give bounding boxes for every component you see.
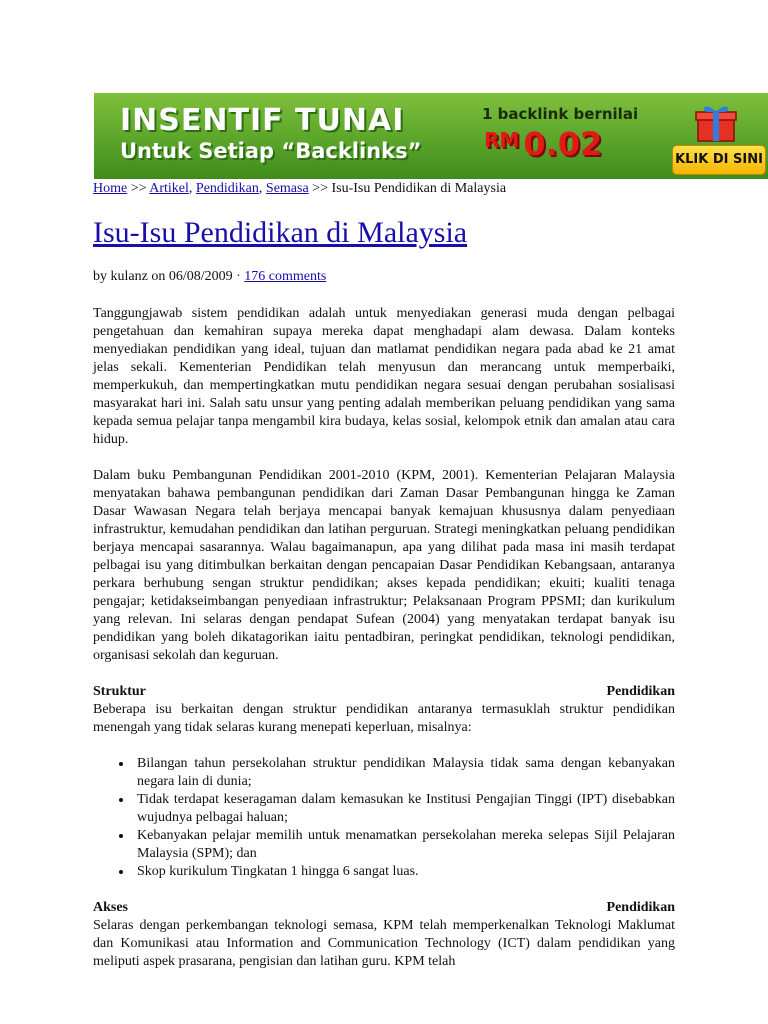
section-heading-struktur: [93, 683, 675, 701]
breadcrumb: [93, 181, 506, 197]
post-title-link[interactable]: Isu-Isu Pendidikan di Malaysia: [93, 216, 468, 249]
section-heading-left: Akses: [93, 900, 129, 915]
banner-headline: INSENTIF TUNAI: [120, 103, 405, 138]
paragraph: Dalam buku Pembangunan Pendidikan 2001-2010 (KPM, 2001). Kementerian Pelajaran Malaysia menyatakan bahawa pembangunan pendidikan dari Zaman Dasar Pembangunan hingga ke Zaman Dasar Wawasan Negara telah berjaya mencapai banyak kemajuan khususnya dalam penyediaan infrastruktur, kemudahan pendidikan dan latihan perguruan. Strategi meningkatkan peluang pendidikan berjaya mencapai sasarannya. Walau bagaimanapun, apa yang dilihat pada masa ini masih terdapat pelbagai isu yang ditimbulkan berkaitan dengan pencapaian Dasar Pendidikan Kebangsaan, antaranya perkara berhubung sengan struktur pendidikan; akses kepada pendidikan; ekuiti; kualiti tenaga pengajar; ketidakseimbangan penyediaan infrastruktur; Pelaksanaan Program PPSMI; dan kurikulum yang relevan. Ini selaras dengan pendapat Sufean (2004) yang menyatakan terdapat banyak isu pendidikan yang boleh dikatagorikan iaitu pentadbiran, peringkat pendidikan, teknologi pendidikan, organisasi sekolah dan keguruan.: [93, 468, 675, 663]
breadcrumb-separator: >>: [130, 181, 147, 196]
post-byline: [93, 269, 326, 285]
comments-link[interactable]: 176 comments: [244, 269, 327, 284]
issue-list: [93, 755, 675, 881]
gift-icon: [694, 103, 738, 143]
section-heading-left: Struktur: [93, 684, 146, 699]
breadcrumb-current: Isu-Isu Pendidikan di Malaysia: [331, 181, 507, 196]
list-item: • Kebanyakan pelajar memilih untuk menamatkan persekolahan mereka selepas Sijil Pelajaran Malaysia (SPM); dan: [133, 827, 675, 863]
paragraph: Selaras dengan perkembangan teknologi semasa, KPM telah memperkenalkan Teknologi Maklumat dan Komunikasi atau Information and Communication Technology (ICT) dalam pendidikan yang meliputi aspek prasarana, pengisian dan latihan guru. KPM telah: [93, 918, 675, 969]
section-heading-akses: [93, 899, 675, 917]
section-heading-right: Pendidikan: [606, 900, 675, 915]
list-item: • Bilangan tahun persekolahan struktur pendidikan Malaysia tidak sama dengan kebanyakan negara lain di dunia;: [133, 755, 675, 791]
list-item: • Skop kurikulum Tingkatan 1 hingga 6 sangat luas.: [133, 863, 675, 881]
list-item: • Tidak terdapat keseragaman dalam kemasukan ke Institusi Pengajian Tinggi (IPT) disebabkan wujudnya pelbagai haluan;: [133, 791, 675, 827]
banner-price: [484, 125, 602, 163]
paragraph: Tanggungjawab sistem pendidikan adalah untuk menyediakan generasi muda dengan pelbagai pengetahuan dan kemahiran supaya mereka dapat menghadapi alam dewasa. Dalam konteks menyediakan pendidikan yang ideal, tujuan dan matlamat pendidikan negara pada abad ke 21 amat jelas sekali. Kementerian Pendidikan telah menyusun dan merancang untuk memperbaiki, memperkukuh, dan mempertingkatkan mutu pendidikan negara sesuai dengan perubahan sosialisasi masyarakat hari ini. Salah satu unsur yang penting adalah memberikan peluang pendidikan yang sama kepada semua pelajar tanpa mengambil kira budaya, kelas sosial, kelompok etnik dan amalan atau cara hidup.: [93, 306, 675, 447]
post-title: [93, 216, 467, 250]
breadcrumb-category-artikel[interactable]: Artikel: [149, 181, 189, 196]
breadcrumb-separator: >>: [312, 181, 328, 196]
byline-author-date: by kulanz on 06/08/2009 ·: [93, 269, 241, 284]
breadcrumb-category-semasa[interactable]: Semasa: [265, 181, 309, 196]
section-heading-right: Pendidikan: [606, 684, 675, 699]
breadcrumb-home-link[interactable]: Home: [93, 181, 128, 196]
breadcrumb-comma: ,: [258, 181, 263, 196]
advertisement-banner[interactable]: [94, 93, 768, 179]
click-here-button[interactable]: KLIK DI SINI: [672, 145, 766, 175]
banner-currency: RM: [484, 128, 520, 152]
banner-amount: 0.02: [523, 125, 603, 163]
paragraph: Beberapa isu berkaitan dengan struktur pendidikan antaranya termasuklah struktur pendidikan menengah yang tidak selaras kurang menepati keperluan, misalnya:: [93, 702, 675, 735]
breadcrumb-category-pendidikan[interactable]: Pendidikan: [195, 181, 259, 196]
article-body: [93, 305, 675, 971]
banner-backlink-text: 1 backlink bernilai: [482, 105, 639, 123]
banner-subheadline: Untuk Setiap “Backlinks”: [120, 139, 422, 163]
breadcrumb-comma: ,: [188, 181, 193, 196]
